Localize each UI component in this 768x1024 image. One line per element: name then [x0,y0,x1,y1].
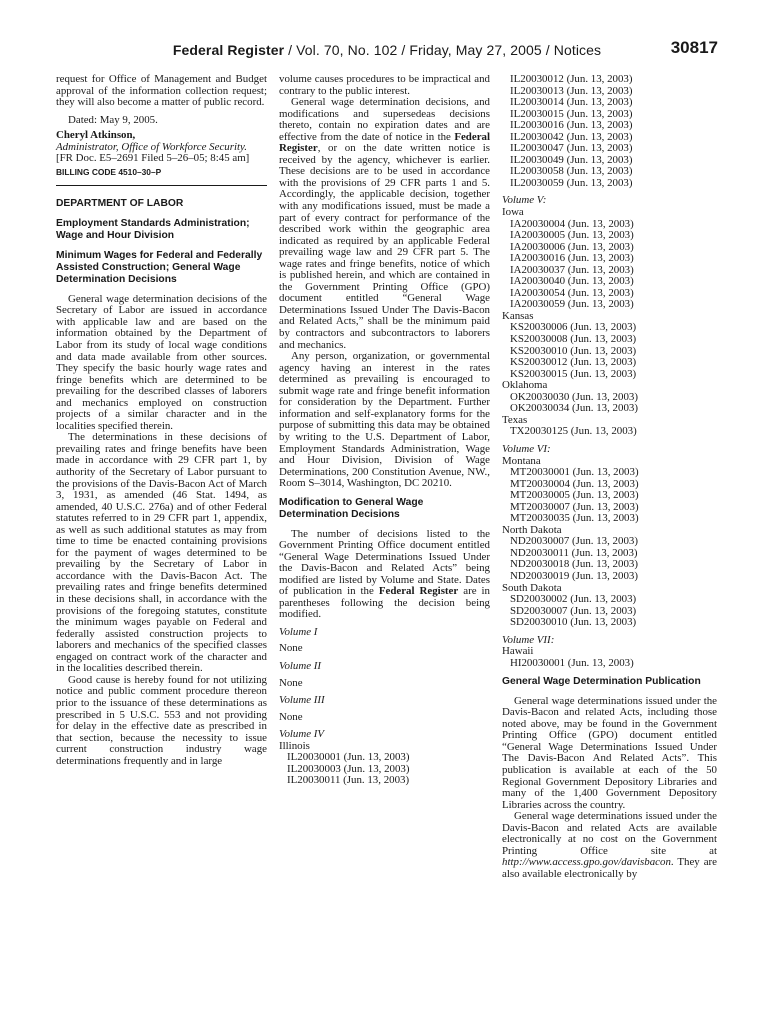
volume-heading: Volume VI: [502,442,551,455]
issue-info: / Vol. 70, No. 102 / Friday, May 27, 2005 / Notices [284,42,602,58]
journal-name: Federal Register [172,42,285,58]
decision-item: IA20030054 (Jun. 13, 2003) [510,286,634,299]
body-paragraph [502,811,717,880]
none-entry: None [279,710,303,723]
decision-item: IL20030058 (Jun. 13, 2003) [510,165,633,178]
decision-item: SD20030010 (Jun. 13, 2003) [510,616,637,629]
decision-item: OK20030030 (Jun. 13, 2003) [510,390,638,403]
federal-register-ref: Federal Register [378,585,459,598]
decision-item: ND20030018 (Jun. 13, 2003) [510,558,638,571]
decision-item: IA20030037 (Jun. 13, 2003) [510,263,634,276]
volume-heading: Volume IV [279,728,325,741]
page-header [56,38,718,60]
decision-item: IA20030059 (Jun. 13, 2003) [510,298,634,311]
decision-item: IL20030049 (Jun. 13, 2003) [510,153,633,166]
text-run: General wage determinations issued under the Davis-Bacon and related Acts are available electronically at no cost on the Government Printing Office site at [502,810,717,857]
body-paragraph: Good cause is hereby found for not utilizing notice and public comment procedure thereon prior to the issuance of these determinations as prescribed in 5 U.S.C. 553 and not providing for delay in the effective date as prescribed in that section, because the necessity to issue current construction industry wage determinations frequently and in large [56,673,267,767]
decision-item: KS20030008 (Jun. 13, 2003) [510,333,637,346]
body-paragraph: Any person, organization, or governmental agency having an interest in the rates determined as prevailing is encouraged to submit wage rate and fringe benefit information for consideration by the Department. Further information and self-explanatory forms for the purpose of submitting this data may be obtained by writing to the U.S. Department of Labor, Employment Standards Administration, Wage and Hour Division, Division of Wage Determinations, 200 Constitution Avenue, NW., Room S–3014, Washington, DC 20210. [279,350,490,490]
decision-item: IL20030012 (Jun. 13, 2003) [510,73,633,85]
state-name: Kansas [502,309,534,322]
body-paragraph: General wage determination decisions of the Secretary of Labor are issued in accordance with applicable law and are based on the information obtained by the Department of Labor from its study of local wage conditions and data made available from other sources. They specify the basic hourly wage rates and fringe benefits which are determined to be prevailing for the described classes of laborers and mechanics employed on construction projects of a similar character and in the localities specified therein. [56,292,267,432]
decision-item: IL20030047 (Jun. 13, 2003) [510,142,633,155]
decision-item: ND20030019 (Jun. 13, 2003) [510,569,638,582]
state-name: Iowa [502,206,524,219]
decision-item: MT20030004 (Jun. 13, 2003) [510,477,639,490]
decision-item: MT20030005 (Jun. 13, 2003) [510,489,639,502]
publication-heading: General Wage Determination Publication [502,676,701,688]
state-name: South Dakota [502,581,562,594]
decision-item: IL20030015 (Jun. 13, 2003) [510,107,633,120]
state-name: Oklahoma [502,379,548,392]
decision-item: KS20030010 (Jun. 13, 2003) [510,344,637,357]
decision-item: IL20030003 (Jun. 13, 2003) [287,762,410,775]
federal-register-ref: Federal Register [279,130,490,155]
decision-item: IA20030005 (Jun. 13, 2003) [510,229,634,242]
decision-item: KS20030015 (Jun. 13, 2003) [510,367,637,380]
decision-item: KS20030006 (Jun. 13, 2003) [510,321,637,334]
decision-item: TX20030125 (Jun. 13, 2003) [510,425,637,438]
text-run: are in parentheses following the decision being modified. [279,585,490,621]
state-name: Illinois [279,739,310,752]
volume-heading: Volume VII: [502,633,555,646]
signer-name: Cheryl Atkinson, [56,129,136,142]
volume-heading: Volume I [279,625,318,638]
decision-item: SD20030007 (Jun. 13, 2003) [510,604,637,617]
decision-item: ND20030011 (Jun. 13, 2003) [510,546,638,559]
volume-heading: Volume III [279,694,325,707]
decision-item: IL20030001 (Jun. 13, 2003) [287,751,410,764]
gpo-url-link[interactable]: http://www.access.gpo.gov/davisbacon [502,856,671,869]
decision-item: IA20030006 (Jun. 13, 2003) [510,240,634,253]
decision-item: IL20030059 (Jun. 13, 2003) [510,176,633,189]
decision-item: SD20030002 (Jun. 13, 2003) [510,593,637,606]
column-1 [56,74,267,767]
none-entry: None [279,676,303,689]
decision-item: IA20030016 (Jun. 13, 2003) [510,252,634,265]
column-2 [279,74,490,787]
agency-heading: Employment Standards Administration; Wage and Hour Division [56,217,250,242]
decision-item: IL20030016 (Jun. 13, 2003) [510,119,633,132]
body-paragraph: volume causes procedures to be impractical and contrary to the public interest. [279,73,490,97]
running-head [56,42,718,58]
decision-item: IL20030014 (Jun. 13, 2003) [510,96,633,109]
subject-heading: Minimum Wages for Federal and Federally Assisted Construction; General Wage Determination Decisions [56,249,263,286]
page-number: 30817 [670,38,718,57]
volume-heading: Volume V: [502,194,547,207]
decision-item: IL20030042 (Jun. 13, 2003) [510,130,633,143]
decision-item: MT20030007 (Jun. 13, 2003) [510,500,639,513]
section-divider [56,185,267,186]
signer-title: Administrator, Office of Workforce Security. [56,140,247,153]
decision-item: HI20030001 (Jun. 13, 2003) [510,656,634,669]
department-heading: DEPARTMENT OF LABOR [56,198,184,210]
billing-code: BILLING CODE 4510–30–P [56,166,162,177]
intro-paragraph: request for Office of Management and Budget approval of the information collection request; they will also become a matter of public record. [56,73,267,109]
text-run: General wage determination decisions, and modifications and supersedeas decisions thereto, contain no expiration dates and are effective from the date of notice in the [279,96,490,143]
decision-item: IL20030011 (Jun. 13, 2003) [287,774,410,787]
decision-item: MT20030035 (Jun. 13, 2003) [510,512,639,525]
text-run: , or on the date written notice is received by the agency, whichever is earlier. These decisions are to be used in accordance with the provisions of 29 CFR parts 1 and 5. Accordingly, the applicable decision, together with any modifications issued, must be made a part of every contract for performance of the described work within the geographic area indicated as required by an applicable Federal prevailing wage law and 29 CFR part 5. The wage rates and fringe benefits, notice of which is published herein, and which are contained in the Government Printing Office (GPO) document entitled “General Wage Determinations Issued Under The Davis-Bacon and Related Acts,” shall be the minimum paid by contractors and subcontractors to laborers and mechanics. [279,142,490,351]
volume-heading: Volume II [279,659,322,672]
state-name: North Dakota [502,523,562,536]
state-name: Hawaii [502,645,534,658]
body-paragraph: General wage determinations issued under the Davis-Bacon and related Acts, including those noted above, may be found in the Government Printing Office (GPO) document entitled “General Wage Determinations Issued Under The Davis-Bacon And Related Acts”. This publication is available at each of the 50 Regional Government Depository Libraries and many of the 1,400 Government Depository Libraries across the country. [502,694,717,811]
text-run: . They are also available electronically by [502,856,717,880]
decision-item: KS20030012 (Jun. 13, 2003) [510,356,637,369]
text-run: The number of decisions listed to the Government Printing Office document entitled “General Wage Determinations Issued Under the Davis-Bacon and Related Acts” being modified are listed by Volume and State. Dates of publication in the [279,527,490,598]
dated-line: Dated: May 9, 2005. [68,113,158,126]
decision-item: OK20030034 (Jun. 13, 2003) [510,402,638,415]
decision-item: ND20030007 (Jun. 13, 2003) [510,535,638,548]
decision-item: IA20030004 (Jun. 13, 2003) [510,217,634,230]
fr-doc-line: [FR Doc. E5–2691 Filed 5–26–05; 8:45 am] [56,152,250,165]
modification-heading: Modification to General Wage Determination Decisions [279,496,424,521]
body-paragraph: The determinations in these decisions of prevailing rates and fringe benefits have been made in accordance with 29 CFR part 1, by authority of the Secretary of Labor pursuant to the provisions of the Davis-Bacon Act of March 3, 1931, as amended (46 Stat. 1494, as amended, 40 U.S.C. 276a) and of other Federal statutes referred to in 29 CFR part 1, appendix, as well as such additional statutes as may from time to time be enacted containing provisions for the payment of wages determined to be prevailing by the Secretary of Labor in accordance with the Davis-Bacon Act. The prevailing rates and fringe benefits determined in these decisions shall, in accordance with the provisions of the foregoing statutes, constitute the minimum wages payable on Federal and federally assisted construction projects to laborers and mechanics of the specified classes engaged on contract work of the character and in the localities described therein. [56,431,267,675]
decision-item: MT20030001 (Jun. 13, 2003) [510,466,639,479]
state-name: Texas [502,413,528,426]
decision-item: IA20030040 (Jun. 13, 2003) [510,275,634,288]
state-name: Montana [502,454,541,467]
none-entry: None [279,642,303,655]
decision-item: IL20030013 (Jun. 13, 2003) [510,84,633,97]
body-paragraph [279,529,490,621]
column-3 [502,74,717,881]
body-paragraph [279,97,490,351]
